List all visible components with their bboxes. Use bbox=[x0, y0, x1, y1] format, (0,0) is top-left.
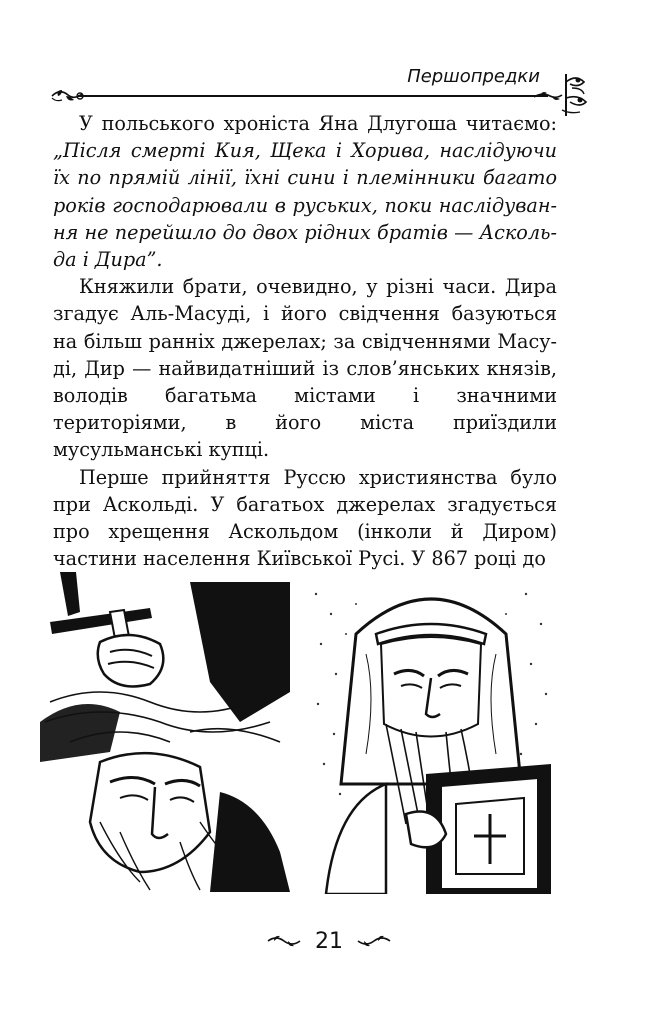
warrior-with-sword-illustration bbox=[40, 572, 290, 892]
floral-ornament-icon bbox=[266, 933, 302, 949]
header-rule bbox=[78, 95, 548, 97]
paragraph-3: Перше прийняття Руссю християнства було при Аскольді. У багатьох джерелах згадується про хрещення Аскольдом (інколи й Диром) частини населення Київської Русі. У 867 році до bbox=[53, 465, 557, 571]
main-text bbox=[53, 110, 557, 572]
page-footer bbox=[0, 928, 658, 954]
paragraph-1-quote: „Після смерті Кия, Щека і Хорива, наслідуючи їх по прямій лінії, їхні сини і племінники багато років господарювали в руських, поки наслідування не перейшло до двох рідних братів — Аскольда і Дира”. bbox=[53, 139, 557, 272]
paragraph-1-intro: У польського хроніста Яна Длугоша читаємо: bbox=[79, 112, 557, 135]
page-number: 21 bbox=[315, 928, 343, 954]
floral-ornament-left-icon bbox=[50, 86, 90, 106]
paragraph-2: Княжили брати, очевидно, у різні часи. Дира згадує Аль-Масуді, і його свідчення базуються на більш ранніх джерелах; за свідченнями Масуді, Дир — найвидатніший із слов’янських князів, володів багатьма містами і значними територіями, в його міста приїздили мусульманські купці. bbox=[53, 275, 557, 462]
paragraph-1 bbox=[53, 110, 557, 273]
chapter-title: Першопредки bbox=[407, 66, 540, 87]
bearded-man-with-book-illustration bbox=[306, 574, 556, 894]
floral-ornament-icon bbox=[356, 933, 392, 949]
